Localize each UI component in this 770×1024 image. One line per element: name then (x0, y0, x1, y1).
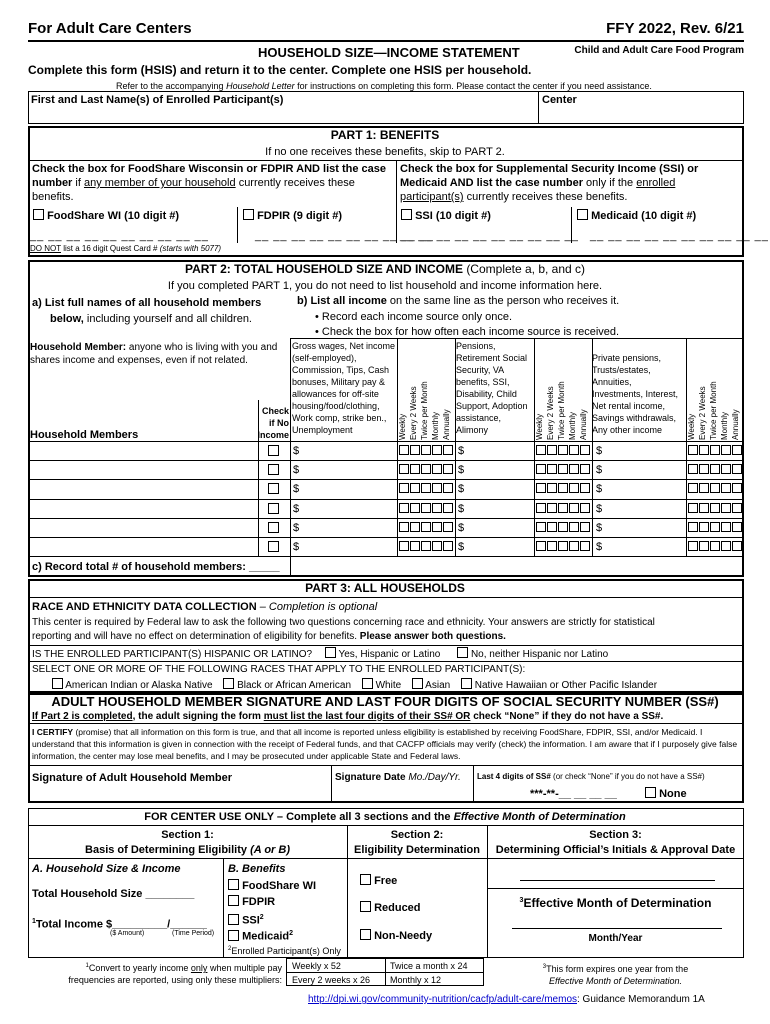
frequency-checkbox[interactable] (421, 522, 431, 532)
frequency-checkbox[interactable] (558, 522, 568, 532)
frequency-checkbox[interactable] (710, 483, 720, 493)
income-amount-field[interactable]: $ (458, 483, 465, 496)
member-name-field[interactable] (30, 538, 256, 555)
total-household-size[interactable]: Total Household Size ________ (32, 888, 195, 900)
frequency-checkbox[interactable] (580, 464, 590, 474)
no-income-checkbox[interactable] (268, 503, 279, 514)
frequency-checkbox[interactable] (721, 483, 731, 493)
frequency-checkbox[interactable] (732, 464, 742, 474)
income-amount-field[interactable]: $ (293, 464, 300, 477)
effective-month-line[interactable] (512, 928, 722, 929)
quest-card-note: DO NOT list a 16 digit Quest Card # (starts with 5077) (30, 244, 222, 253)
frequency-checkbox[interactable] (443, 503, 453, 513)
member-name-field[interactable] (30, 480, 256, 497)
freq-header-1-4: Annually (579, 409, 588, 440)
det-free: Free (360, 874, 397, 888)
section-b-title: B. Benefits (228, 863, 286, 875)
frequency-checkbox[interactable] (421, 541, 431, 551)
frequency-checkbox[interactable] (410, 503, 420, 513)
income-amount-field[interactable]: $ (293, 541, 300, 553)
frequency-checkbox[interactable] (699, 464, 709, 474)
frequency-checkbox[interactable] (536, 541, 546, 551)
foodshare-checkbox[interactable] (33, 209, 44, 220)
income-amount-field[interactable]: $ (596, 483, 603, 496)
frequency-checkbox[interactable] (569, 503, 579, 513)
header-right: FFY 2022, Rev. 6/21 (606, 20, 744, 37)
signature-field[interactable] (32, 785, 327, 801)
frequency-checkbox[interactable] (558, 464, 568, 474)
benefit-medicaid-checkbox[interactable] (228, 930, 239, 941)
race-text-1: This center is required by Federal law to ask the following two questions concerning race and ethnicity. Your answers are strictly for statistical (32, 617, 655, 628)
race-asian-checkbox[interactable] (412, 678, 423, 689)
member-name-field[interactable] (30, 519, 256, 536)
frequency-checkbox[interactable] (536, 522, 546, 532)
ssi-option: SSI (10 digit #) (401, 209, 491, 223)
part2-subtitle: If you completed PART 1, you do not need to list household and income information here. (167, 280, 603, 292)
section2-subheader: Eligibility Determination (354, 844, 480, 856)
certify-text: I CERTIFY (promise) that all information on this form is true, and that all income is reported unless eligibility is established by receiving FoodShare, FDPIR, SSI, and/or Medicaid. I understand that this information is given in connection with the receipt of Federal funds, and that CACFP officials may verify (check) the information. I am aware that if I purposely give false information, the center may lose meal benefits, and I may be prosecuted under applicable State and Federal laws. (32, 727, 738, 761)
foodshare-case-field[interactable]: __ __ __ __ __ __ __ __ __ __ (30, 230, 209, 242)
income-amount-field[interactable]: $ (596, 541, 603, 553)
frequency-checkbox[interactable] (688, 464, 698, 474)
benefit-fdpir-checkbox[interactable] (228, 895, 239, 906)
mult-weekly: Weekly x 52 (292, 961, 341, 971)
part1-subtitle: If no one receives these benefits, skip to PART 2. (265, 146, 505, 158)
frequency-checkbox[interactable] (558, 503, 568, 513)
frequency-checkbox[interactable] (710, 541, 720, 551)
frequency-checkbox[interactable] (558, 483, 568, 493)
det-reduced-checkbox[interactable] (360, 901, 371, 912)
frequency-checkbox[interactable] (721, 522, 731, 532)
frequency-checkbox[interactable] (580, 522, 590, 532)
race-text-2: reporting and will have no effect on determination of eligibility for benefits. Please answer both questions. (32, 631, 506, 642)
bullet-1: • Record each income source only once. (315, 311, 513, 323)
no-income-checkbox[interactable] (268, 522, 279, 533)
frequency-checkbox[interactable] (547, 541, 557, 551)
income-amount-field[interactable]: $ (293, 445, 300, 457)
no-income-checkbox[interactable] (268, 445, 279, 456)
frequency-checkbox[interactable] (410, 445, 420, 455)
ssi-case-field[interactable]: __ __ __ __ __ __ __ __ __ __ (400, 230, 579, 242)
det-nonneedy-checkbox[interactable] (360, 929, 371, 940)
frequency-checkbox[interactable] (699, 503, 709, 513)
frequency-checkbox[interactable] (443, 483, 453, 493)
total-members-label: c) Record total # of household members: _____ (32, 561, 280, 573)
income-amount-field[interactable]: $ (458, 464, 465, 477)
mult-every2: Every 2 weeks x 26 (292, 975, 371, 985)
no-income-checkbox[interactable] (268, 541, 279, 552)
benefit-ssi: SSI$^2$ (228, 911, 264, 928)
income-amount-field[interactable]: $ (293, 521, 300, 534)
part3-title: PART 3: ALL HOUSEHOLDS (305, 581, 465, 595)
participant-name-field[interactable] (31, 107, 531, 123)
race-pacific-islander-checkbox[interactable] (461, 678, 472, 689)
income-amount-field[interactable]: $ (596, 502, 603, 515)
income1-header: Gross wages, Net income (self-employed), Commission, Tips, Cash bonuses, Military pay & allowances for off-site housing/food/clothing, Work comp, strike ben., Unemployment (292, 341, 396, 435)
frequency-checkbox[interactable] (721, 464, 731, 474)
frequency-checkbox[interactable] (547, 445, 557, 455)
frequency-checkbox[interactable] (699, 541, 709, 551)
frequency-checkbox[interactable] (443, 464, 453, 474)
frequency-checkbox[interactable] (547, 464, 557, 474)
form-title: HOUSEHOLD SIZE—INCOME STATEMENT (258, 45, 520, 60)
fdpir-case-field[interactable]: __ __ __ __ __ __ __ __ __ __ (255, 230, 434, 242)
period-caption: (Time Period) (172, 930, 215, 937)
expires-note: $^3$This form expires one year from the Effective Month of Determination. (542, 964, 689, 986)
date-label: Signature Date Mo./Day/Yr. (335, 772, 461, 783)
frequency-checkbox[interactable] (688, 522, 698, 532)
center-label: Center (542, 94, 577, 106)
frequency-checkbox[interactable] (399, 503, 409, 513)
frequency-checkbox[interactable] (536, 503, 546, 513)
freq-header-2-1: Every 2 Weeks (698, 386, 707, 440)
benefit-ssi-checkbox[interactable] (228, 914, 239, 925)
section1-header: Section 1: (161, 829, 214, 841)
benefit-foodshare: FoodShare WI (228, 879, 316, 893)
frequency-checkbox[interactable] (732, 445, 742, 455)
frequency-checkbox[interactable] (732, 522, 742, 532)
fdpir-option: FDPIR (9 digit #) (243, 209, 342, 223)
det-reduced: Reduced (360, 901, 421, 915)
medicaid-option: Medicaid (10 digit #) (577, 209, 696, 223)
benefit-foodshare-checkbox[interactable] (228, 879, 239, 890)
freq-header-0-2: Twice per Month (420, 381, 429, 440)
frequency-checkbox[interactable] (688, 541, 698, 551)
mult-twice: Twice a month x 24 (390, 961, 468, 971)
frequency-checkbox[interactable] (569, 541, 579, 551)
income-amount-field[interactable]: $ (458, 541, 465, 553)
income-amount-field[interactable]: $ (596, 521, 603, 534)
frequency-checkbox[interactable] (399, 522, 409, 532)
memo-line: http://dpi.wi.gov/community-nutrition/cacfp/adult-care/memos: Guidance Memorandum 1A (308, 994, 705, 1005)
frequency-checkbox[interactable] (432, 541, 442, 551)
part1-left-instructions: Check the box for FoodShare Wisconsin or FDPIR AND list the case number if any member of your household currently receives these benefits. (32, 163, 386, 203)
frequency-checkbox[interactable] (732, 503, 742, 513)
part1-title: PART 1: BENEFITS (330, 128, 440, 142)
ssn-label: Last 4 digits of SS# (or check “None” if you do not have a SS#) (477, 772, 705, 781)
freq-header-2-3: Monthly (720, 411, 729, 440)
frequency-checkbox[interactable] (569, 522, 579, 532)
header-rule (28, 40, 744, 42)
month-year-caption: Month/Year (588, 933, 643, 944)
part2-a-label2: below, including yourself and all children. (50, 313, 252, 325)
frequency-checkbox[interactable] (432, 522, 442, 532)
race-white-checkbox[interactable] (362, 678, 373, 689)
frequency-checkbox[interactable] (421, 445, 431, 455)
bullet-2: • Check the box for how often each income source is received. (315, 326, 620, 338)
freq-header-0-3: Monthly (431, 411, 440, 440)
frequency-checkbox[interactable] (421, 483, 431, 493)
frequency-checkbox[interactable] (580, 445, 590, 455)
frequency-checkbox[interactable] (432, 445, 442, 455)
frequency-checkbox[interactable] (688, 445, 698, 455)
date-field[interactable] (335, 785, 470, 801)
frequency-checkbox[interactable] (710, 445, 720, 455)
section-a-title: A. Household Size & Income (32, 863, 181, 875)
frequency-checkbox[interactable] (721, 445, 731, 455)
freq-header-2-0: Weekly (687, 413, 696, 440)
frequency-checkbox[interactable] (558, 445, 568, 455)
income3-header: Private pensions, Trusts/estates, Annuities, Investments, Interest, Net rental income, Savings withdrawals, Any other income (592, 353, 679, 435)
enrolled-note: $^2$Enrolled Participant(s) Only (228, 946, 341, 956)
freq-header-1-0: Weekly (535, 413, 544, 440)
signature-rule: If Part 2 is completed, the adult signing the form must list the last four digits of their SS# OR check “None” if they do not have a SS#. (32, 711, 664, 722)
det-free-checkbox[interactable] (360, 874, 371, 885)
approval-line[interactable] (520, 880, 715, 881)
part2-title: PART 2: TOTAL HOUSEHOLD SIZE AND INCOME (Complete a, b, and c) (184, 262, 586, 276)
member-name-field[interactable] (30, 500, 256, 517)
part1-right-instructions: Check the box for Supplemental Security Income (SSI) or Medicaid AND list the case number only if the enrolled participant(s) currently receives these benefits. (400, 163, 699, 203)
no-income-header: Check if No Income (257, 406, 289, 440)
no-income-checkbox[interactable] (268, 483, 279, 494)
foodshare-option: FoodShare WI (10 digit #) (33, 209, 179, 223)
frequency-checkbox[interactable] (732, 541, 742, 551)
income-amount-field[interactable]: $ (458, 521, 465, 534)
frequency-checkbox[interactable] (580, 483, 590, 493)
member-definition: Household Member: anyone who is living with you and shares income and expenses, even if not related. (30, 342, 278, 366)
frequency-checkbox[interactable] (569, 483, 579, 493)
section3-header: Section 3: (589, 829, 642, 841)
program-name: Child and Adult Care Food Program (574, 45, 744, 56)
frequency-checkbox[interactable] (710, 503, 720, 513)
income-amount-field[interactable]: $ (596, 445, 603, 457)
medicaid-case-field[interactable]: __ __ __ __ __ __ __ __ __ __ (590, 230, 769, 242)
member-name-field[interactable] (30, 461, 256, 478)
refer-text: Refer to the accompanying Household Letter for instructions on completing this form. Please contact the center if you need assistance. (116, 81, 652, 91)
frequency-checkbox[interactable] (710, 522, 720, 532)
frequency-checkbox[interactable] (410, 464, 420, 474)
frequency-checkbox[interactable] (569, 464, 579, 474)
frequency-checkbox[interactable] (399, 541, 409, 551)
hispanic-no-checkbox[interactable] (457, 647, 468, 658)
participant-label: First and Last Name(s) of Enrolled Participant(s) (31, 94, 284, 106)
no-income-checkbox[interactable] (268, 464, 279, 475)
member-name-field[interactable] (30, 442, 256, 459)
race-title: RACE AND ETHNICITY DATA COLLECTION – Completion is optional (32, 601, 378, 613)
income-amount-field[interactable]: $ (596, 464, 603, 477)
frequency-checkbox[interactable] (558, 541, 568, 551)
income-amount-field[interactable]: $ (458, 502, 465, 515)
det-nonneedy: Non-Needy (360, 929, 432, 943)
ssn-none-checkbox[interactable] (645, 787, 656, 798)
freq-header-0-1: Every 2 Weeks (409, 386, 418, 440)
frequency-checkbox[interactable] (732, 483, 742, 493)
race-question: SELECT ONE OR MORE OF THE FOLLOWING RACES THAT APPLY TO THE ENROLLED PARTICIPANT(S): (32, 664, 526, 675)
total-members-field[interactable] (248, 558, 290, 574)
frequency-checkbox[interactable] (410, 541, 420, 551)
frequency-checkbox[interactable] (569, 445, 579, 455)
frequency-checkbox[interactable] (432, 503, 442, 513)
income-amount-field[interactable]: $ (293, 502, 300, 515)
frequency-checkbox[interactable] (547, 522, 557, 532)
benefit-medicaid: Medicaid$^2$ (228, 927, 293, 944)
frequency-checkbox[interactable] (443, 445, 453, 455)
part2-b-label: b) List all income on the same line as the person who receives it. (297, 295, 620, 307)
ssn-none-option: None (645, 787, 687, 801)
freq-header-1-3: Monthly (568, 411, 577, 440)
frequency-checkbox[interactable] (721, 503, 731, 513)
income-amount-field[interactable]: $ (458, 445, 465, 457)
frequency-checkbox[interactable] (421, 503, 431, 513)
hispanic-question: IS THE ENROLLED PARTICIPANT(S) HISPANIC OR LATINO? Yes, Hispanic or Latino No, neither Hispanic nor Latino (32, 649, 609, 660)
frequency-checkbox[interactable] (699, 522, 709, 532)
income2-header: Pensions, Retirement Social Security, VA benefits, SSI, Disability, Child Support, Adoption assistance, Alimony (456, 341, 528, 435)
race-native-american-checkbox[interactable] (52, 678, 63, 689)
center-use-title: FOR CENTER USE ONLY – Complete all 3 sections and the Effective Month of Determination (144, 811, 626, 823)
mult-monthly: Monthly x 12 (390, 975, 442, 985)
members-col-header: Household Members (30, 429, 139, 441)
convert-note: $^1$Convert to yearly income only when multiple pay frequencies are reported, using only these multipliers: (68, 963, 282, 985)
frequency-checkbox[interactable] (699, 483, 709, 493)
ssn-field[interactable]: ***-**-__ __ __ __ (530, 788, 617, 800)
frequency-checkbox[interactable] (710, 464, 720, 474)
freq-header-2-4: Annually (731, 409, 740, 440)
freq-header-1-2: Twice per Month (557, 381, 566, 440)
race-options: American Indian or Alaska Native Black or African American White Asian Native Hawaiian or Other Pacific Islander (52, 678, 657, 692)
section3-subheader: Determining Official’s Initials & Approval Date (495, 844, 736, 856)
income-amount-field[interactable]: $ (293, 483, 300, 496)
frequency-checkbox[interactable] (443, 541, 453, 551)
frequency-checkbox[interactable] (410, 522, 420, 532)
race-black-checkbox[interactable] (223, 678, 234, 689)
hispanic-yes-checkbox[interactable] (325, 647, 336, 658)
frequency-checkbox[interactable] (399, 483, 409, 493)
frequency-checkbox[interactable] (547, 483, 557, 493)
center-field[interactable] (542, 107, 740, 123)
frequency-checkbox[interactable] (399, 445, 409, 455)
frequency-checkbox[interactable] (399, 464, 409, 474)
header-left: For Adult Care Centers (28, 20, 192, 37)
fdpir-checkbox[interactable] (243, 209, 254, 220)
frequency-checkbox[interactable] (432, 464, 442, 474)
freq-header-0-0: Weekly (398, 413, 407, 440)
amount-caption: ($ Amount) (110, 930, 145, 937)
frequency-checkbox[interactable] (580, 541, 590, 551)
medicaid-checkbox[interactable] (577, 209, 588, 220)
form-instruction: Complete this form (HSIS) and return it to the center. Complete one HSIS per household. (28, 63, 532, 77)
frequency-checkbox[interactable] (688, 483, 698, 493)
part2-a-label: a) List full names of all household members (32, 297, 262, 309)
section1-subheader: Basis of Determining Eligibility (A or B) (85, 844, 290, 856)
frequency-checkbox[interactable] (410, 483, 420, 493)
freq-header-0-4: Annually (442, 409, 451, 440)
frequency-checkbox[interactable] (699, 445, 709, 455)
frequency-checkbox[interactable] (688, 503, 698, 513)
frequency-checkbox[interactable] (536, 445, 546, 455)
section2-header: Section 2: (390, 829, 444, 841)
frequency-checkbox[interactable] (432, 483, 442, 493)
frequency-checkbox[interactable] (536, 464, 546, 474)
frequency-checkbox[interactable] (721, 541, 731, 551)
total-income[interactable]: $^1$Total Income $_________/______ (32, 918, 207, 931)
signature-label: Signature of Adult Household Member (32, 772, 233, 784)
freq-header-1-1: Every 2 Weeks (546, 386, 555, 440)
frequency-checkbox[interactable] (536, 483, 546, 493)
freq-header-2-2: Twice per Month (709, 381, 718, 440)
frequency-checkbox[interactable] (547, 503, 557, 513)
signature-title: ADULT HOUSEHOLD MEMBER SIGNATURE AND LAST FOUR DIGITS OF SOCIAL SECURITY NUMBER (SS#) (51, 694, 719, 709)
benefit-fdpir: FDPIR (228, 895, 275, 909)
frequency-checkbox[interactable] (580, 503, 590, 513)
ssi-checkbox[interactable] (401, 209, 412, 220)
frequency-checkbox[interactable] (421, 464, 431, 474)
frequency-checkbox[interactable] (443, 522, 453, 532)
effective-month-label: $^3$Effective Month of Determination (519, 896, 712, 910)
memo-link[interactable]: http://dpi.wi.gov/community-nutrition/cacfp/adult-care/memos (308, 994, 577, 1005)
